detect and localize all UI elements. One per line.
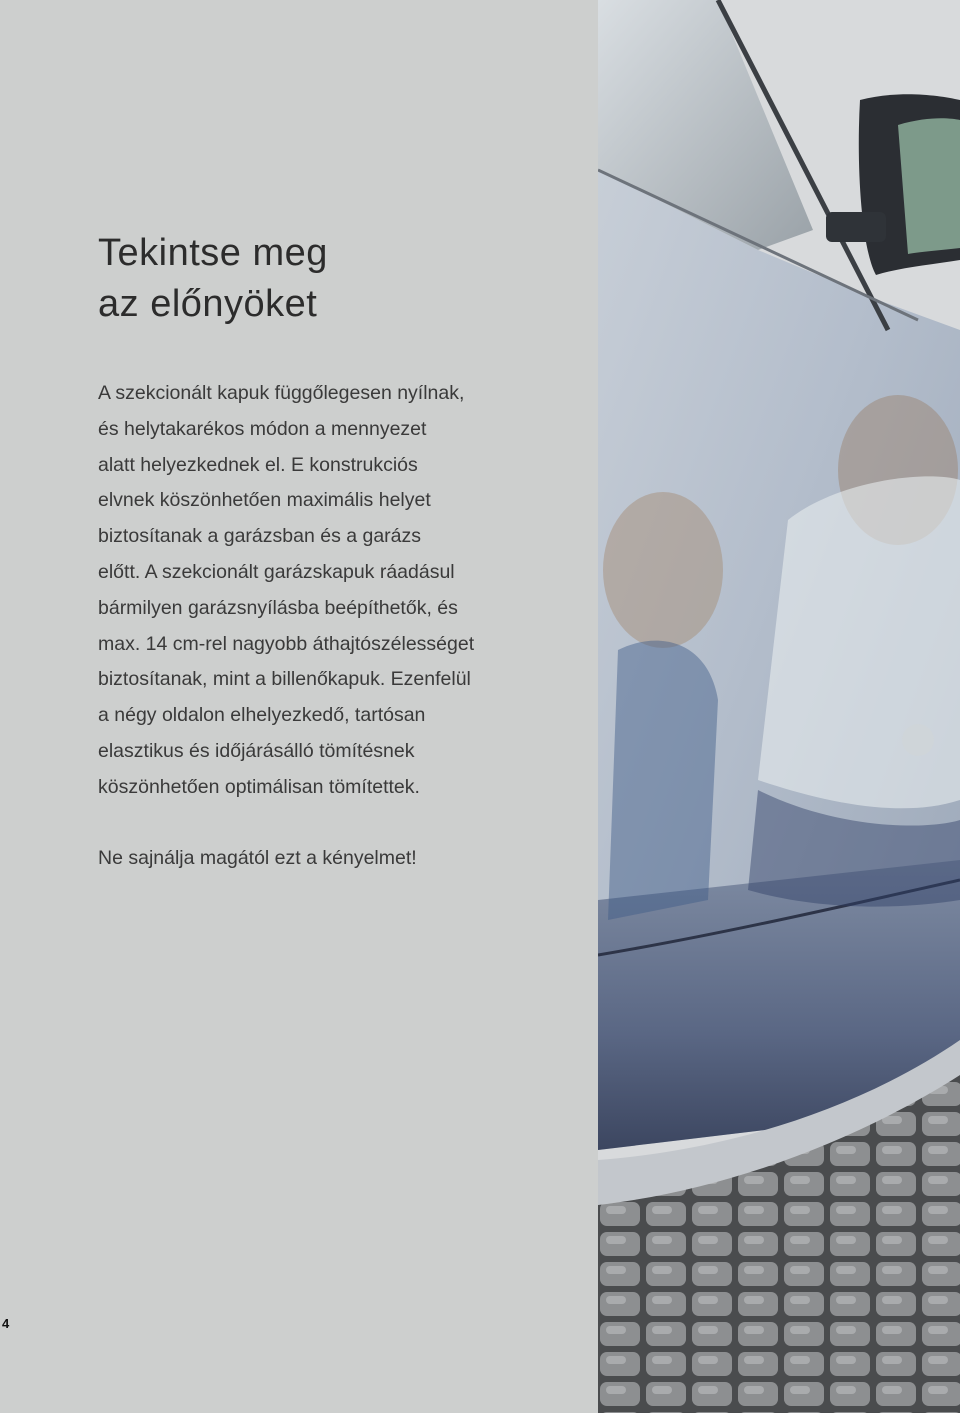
closing-sentence: Ne sajnálja magától ezt a kényelmet!: [98, 847, 417, 869]
body-line: biztosítanak a garázsban és a garázs: [98, 525, 422, 548]
body-paragraph: [98, 376, 568, 806]
body-line: alatt helyezkednek el. E konstrukciós: [98, 453, 418, 476]
page-number: 4: [2, 1316, 10, 1331]
body-line: elvnek köszönhetően maximális helyet: [98, 489, 431, 512]
page-heading: [98, 228, 328, 330]
body-line: A szekcionált kapuk függőlegesen nyílnak,: [98, 382, 465, 404]
heading-line: az előnyöket: [98, 283, 318, 325]
car-photo-illustration: [598, 0, 960, 1413]
heading-line: Tekintse meg: [98, 232, 328, 274]
car-photo: [598, 0, 960, 1413]
body-line: előtt. A szekcionált garázskapuk ráadásul: [98, 560, 455, 583]
body-line: biztosítanak, mint a billenőkapuk. Ezenfelül: [98, 668, 471, 691]
body-line: köszönhetően optimálisan tömítettek.: [98, 775, 420, 798]
body-line: a négy oldalon elhelyezkedő, tartósan: [98, 704, 426, 727]
body-line: elasztikus és időjárásálló tömítésnek: [98, 739, 415, 762]
body-line: bármilyen garázsnyílásba beépíthetők, és: [98, 596, 458, 619]
body-line: és helytakarékos módon a mennyezet: [98, 417, 427, 440]
body-line: max. 14 cm-rel nagyobb áthajtószélességet: [98, 632, 475, 655]
